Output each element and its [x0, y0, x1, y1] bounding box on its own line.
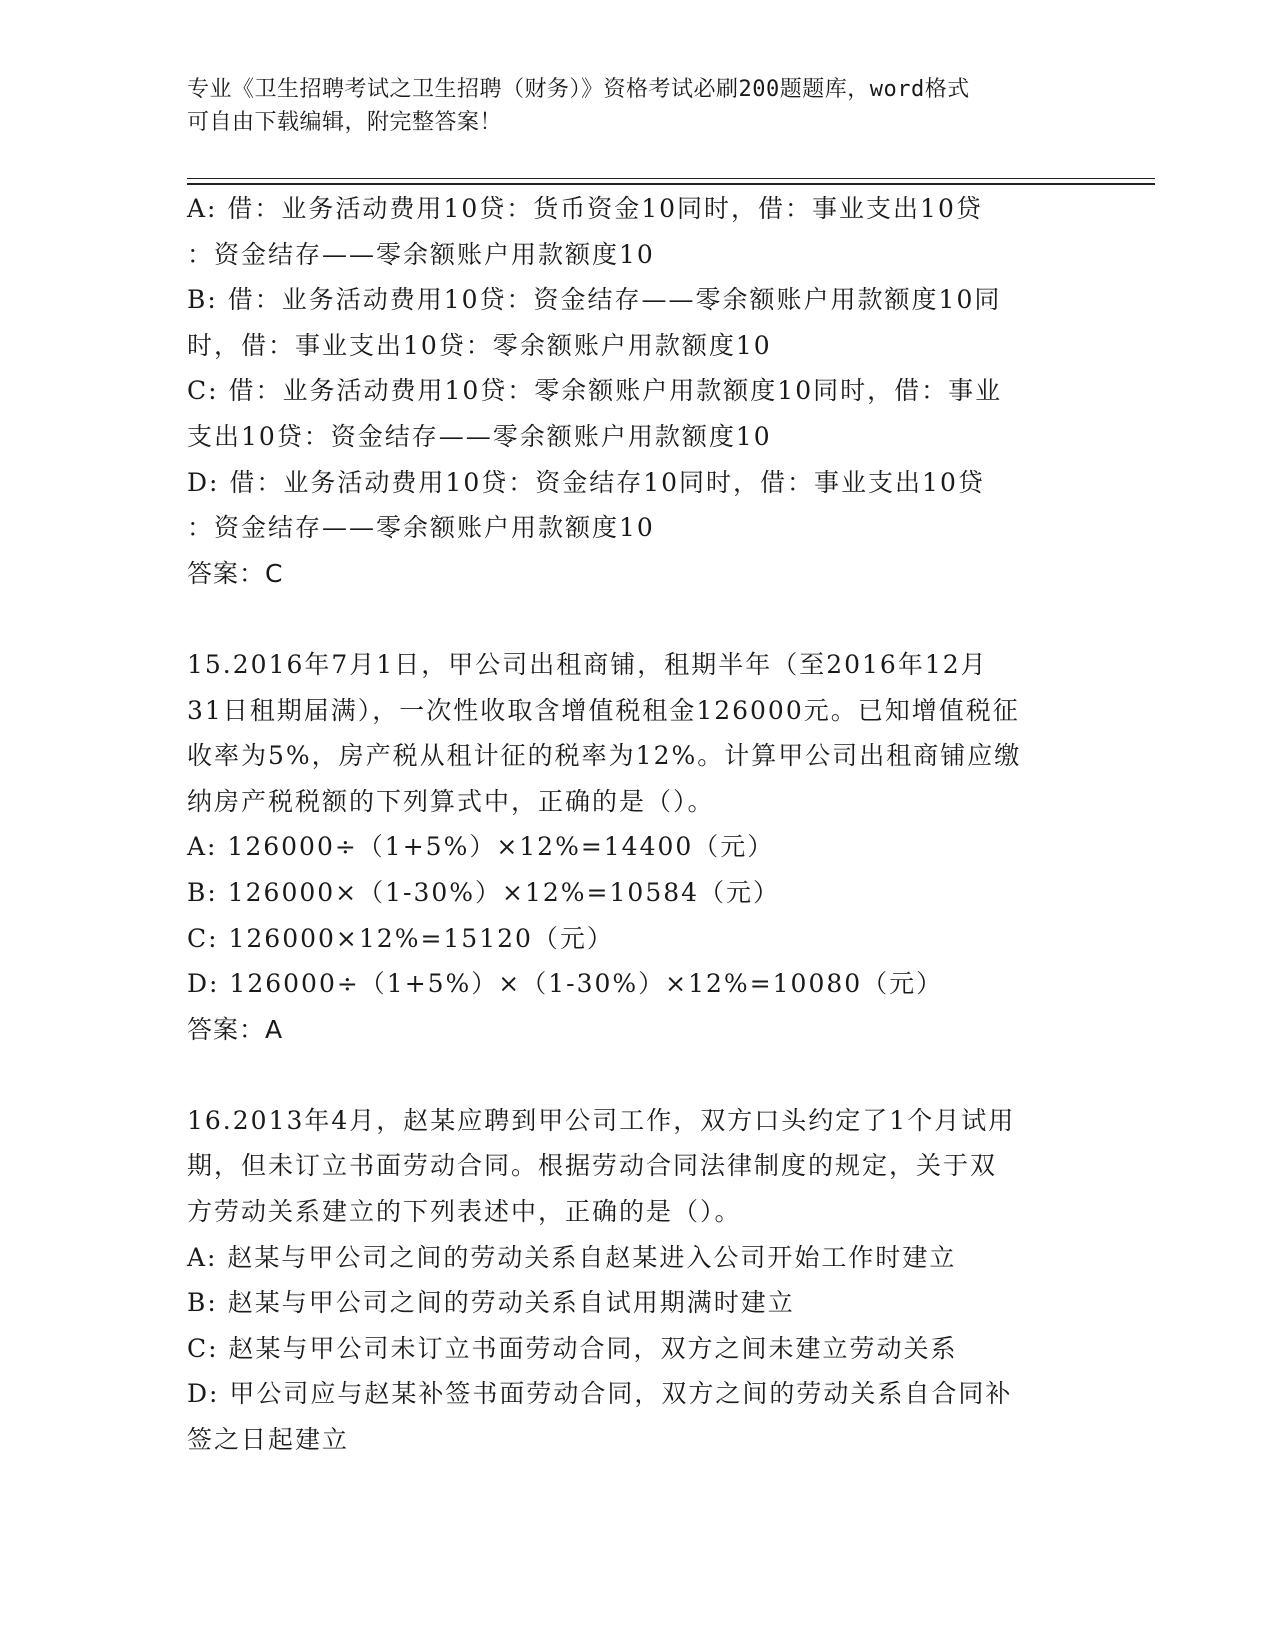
- q14-option-b-line-1: B: 借：业务活动费用10贷：资金结存——零余额账户用款额度10同: [187, 285, 1002, 315]
- header-divider-thin: [187, 178, 1155, 179]
- header-title-line-2: 可自由下载编辑，附完整答案！: [187, 110, 503, 135]
- q15-option-a: A: 126000÷（1+5%）×12%=14400（元）: [187, 832, 775, 862]
- document-body: [187, 186, 1087, 1463]
- q14-option-c-line-1: C: 借：业务活动费用10贷：零余额账户用款额度10同时，借：事业: [187, 376, 1003, 406]
- question-15: [187, 642, 1087, 1007]
- q16-option-d-line-1: D: 甲公司应与赵某补签书面劳动合同，双方之间的劳动关系自合同补: [187, 1379, 1013, 1409]
- question-spacer: [187, 1052, 1087, 1098]
- q15-stem-line-3: 收率为5%，房产税从租计征的税率为12%。计算甲公司出租商铺应缴: [187, 741, 1022, 771]
- header-divider-thick: [187, 183, 1155, 185]
- q16-option-c: C: 赵某与甲公司未订立书面劳动合同，双方之间未建立劳动关系: [187, 1333, 958, 1363]
- q14-option-a-line-1: A: 借：业务活动费用10贷：货币资金10同时，借：事业支出10贷: [187, 194, 983, 223]
- q14-option-d-line-2: ：资金结存——零余额账户用款额度10: [187, 513, 655, 543]
- document-header: [187, 73, 1087, 139]
- q16-stem-line-3: 方劳动关系建立的下列表述中，正确的是（）。: [187, 1197, 742, 1227]
- q16-option-a: A: 赵某与甲公司之间的劳动关系自赵某进入公司开始工作时建立: [187, 1242, 957, 1272]
- q14-option-d-line-1: D: 借：业务活动费用10贷：资金结存10同时，借：事业支出10贷: [187, 467, 985, 497]
- q15-option-d: D: 126000÷（1+5%）×（1-30%）×12%=10080（元）: [187, 969, 944, 999]
- q14-option-c-line-2: 支出10贷：资金结存——零余额账户用款额度10: [187, 421, 772, 451]
- q15-answer: 答案：A: [187, 1014, 284, 1044]
- question-spacer: [187, 596, 1087, 642]
- q16-stem-line-1: 16.2013年4月，赵某应聘到甲公司工作，双方口头约定了1个月试用: [187, 1105, 1016, 1135]
- q16-stem-line-2: 期，但未订立书面劳动合同。根据劳动合同法律制度的规定，关于双: [187, 1151, 998, 1181]
- q15-option-b: B: 126000×（1-30%）×12%=10584（元）: [187, 877, 781, 907]
- question-16: [187, 1098, 1087, 1463]
- q16-option-d-line-2: 签之日起建立: [187, 1425, 350, 1455]
- q15-stem-line-1: 15.2016年7月1日，甲公司出租商铺，租期半年（至2016年12月: [187, 649, 988, 679]
- question-14-options: [187, 186, 1087, 551]
- q15-stem-line-4: 纳房产税税额的下列算式中，正确的是（）。: [187, 786, 715, 816]
- q16-option-b: B: 赵某与甲公司之间的劳动关系自试用期满时建立: [187, 1288, 795, 1318]
- q14-option-b-line-2: 时，借：事业支出10贷：零余额账户用款额度10: [187, 330, 772, 360]
- q14-option-a-line-2: ：资金结存——零余额账户用款额度10: [187, 239, 655, 269]
- q14-answer: 答案：C: [187, 558, 284, 588]
- q15-stem-line-2: 31日租期届满），一次性收取含增值税租金126000元。已知增值税征: [187, 695, 1020, 725]
- q15-option-c: C: 126000×12%=15120（元）: [187, 923, 614, 953]
- header-title-line-1: 专业《卫生招聘考试之卫生招聘（财务）》资格考试必刷200题题库，word格式: [187, 77, 970, 102]
